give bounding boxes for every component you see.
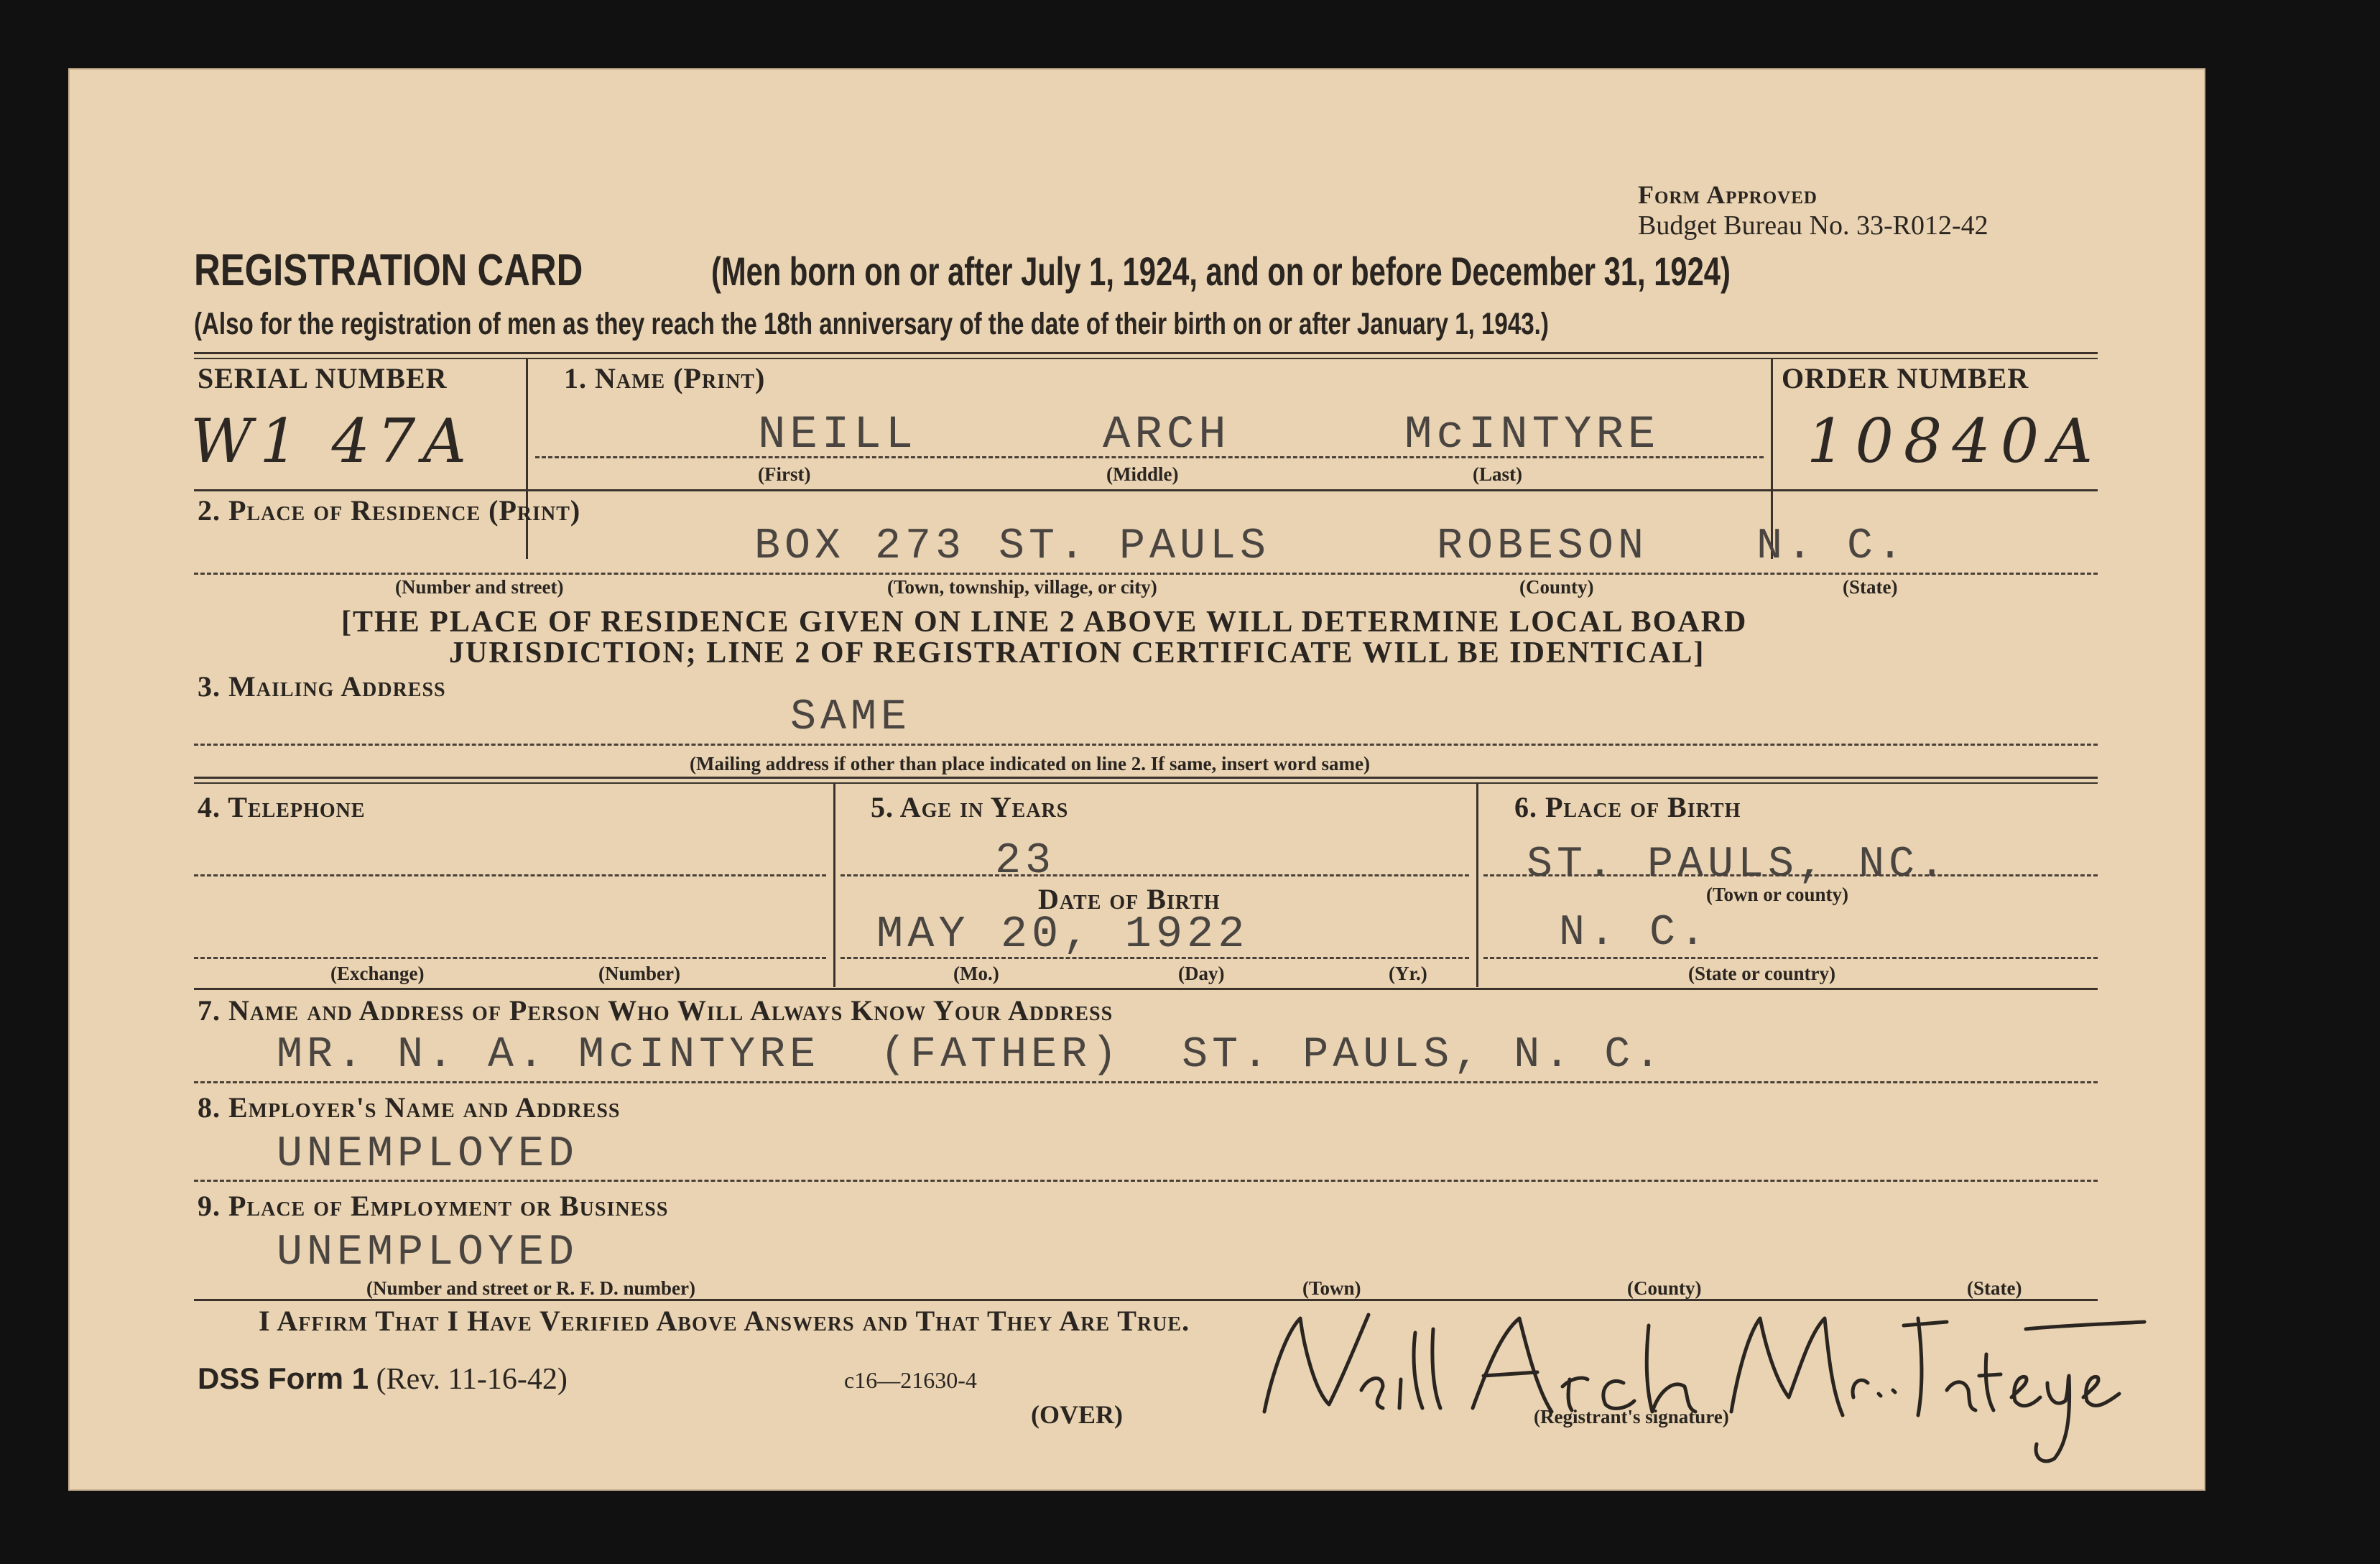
jurisdiction-notice-2: JURISDICTION; LINE 2 OF REGISTRATION CERTIFICATE WILL BE IDENTICAL] [449, 637, 1705, 670]
first-name-value: NEILL [758, 409, 918, 461]
jurisdiction-notice-1: [THE PLACE OF RESIDENCE GIVEN ON LINE 2 ABOVE WILL DETERMINE LOCAL BOARD [341, 606, 1748, 639]
last-caption: (Last) [1473, 463, 1522, 485]
divider [194, 777, 2098, 779]
name-line [535, 456, 1764, 458]
divider [833, 782, 835, 987]
order-number-value: 10840A [1807, 406, 2103, 476]
date-of-birth-value: MAY 20, 1922 [876, 909, 1249, 960]
form-revision: (Rev. 11-16-42) [376, 1363, 568, 1396]
card-subtitle: (Men born on or after July 1, 1924, and on or before December 31, 1924) [711, 249, 1731, 294]
employer-value: UNEMPLOYED [277, 1130, 579, 1179]
employment-county-caption: (County) [1627, 1277, 1702, 1299]
residence-street: BOX 273 [754, 522, 966, 571]
month-caption: (Mo.) [953, 963, 999, 984]
mailing-address-value: SAME [790, 693, 912, 742]
middle-name-value: ARCH [1103, 409, 1231, 461]
mailing-line [194, 744, 2098, 746]
dob-line [841, 957, 1469, 959]
budget-bureau-number: Budget Bureau No. 33-R012-42 [1638, 210, 1988, 241]
divider [194, 358, 2098, 359]
form-identifier [198, 1361, 568, 1397]
year-caption: (Yr.) [1389, 963, 1427, 984]
mailing-address-label: 3. Mailing Address [198, 670, 446, 703]
card-title: REGISTRATION CARD [194, 246, 583, 295]
residence-town: ST. PAULS [999, 522, 1271, 571]
first-caption: (First) [758, 463, 811, 485]
signature-image [1236, 1290, 2148, 1476]
employment-town-caption: (Town) [1302, 1277, 1361, 1299]
serial-number-value: W1 47A [190, 406, 474, 476]
telephone-line [194, 957, 826, 959]
mailing-caption: (Mailing address if other than place indicated on line 2. If same, insert word same) [690, 753, 1370, 774]
employer-line [194, 1180, 2098, 1182]
over-label: (OVER) [1031, 1400, 1123, 1429]
residence-county: ROBESON [1437, 522, 1649, 571]
day-caption: (Day) [1178, 963, 1225, 984]
divider [526, 358, 528, 559]
employment-place-value: UNEMPLOYED [277, 1228, 579, 1277]
signature-caption: (Registrant's signature) [1534, 1406, 1729, 1428]
employer-label: 8. Employer's Name and Address [198, 1091, 621, 1124]
birthplace-town: ST. PAULS, NC. [1527, 841, 1950, 889]
residence-state: N. C. [1756, 522, 1908, 571]
age-value: 23 [995, 837, 1056, 886]
divider [194, 782, 2098, 784]
print-code: c16—21630-4 [844, 1367, 977, 1393]
name-label: 1. Name (Print) [564, 362, 766, 394]
birthplace-label: 6. Place of Birth [1514, 791, 1741, 823]
divider [194, 988, 2098, 990]
phone-number-caption: (Number) [598, 963, 680, 984]
divider [1476, 782, 1478, 987]
last-name-value: McINTYRE [1404, 409, 1660, 461]
contact-person-label: 7. Name and Address of Person Who Will Always Know Your Address [198, 994, 1113, 1027]
birthplace-town-caption: (Town or county) [1706, 884, 1849, 905]
serial-number-label: SERIAL NUMBER [198, 362, 448, 394]
affirmation-statement: I Affirm That I Have Verified Above Answers and That They Are True. [259, 1305, 1190, 1337]
residence-line [194, 573, 2098, 575]
state-caption: (State) [1843, 576, 1898, 598]
contact-person-value: MR. N. A. McINTYRE (FATHER) ST. PAULS, N. C. [277, 1031, 1665, 1080]
divider [194, 352, 2098, 354]
form-number: DSS Form 1 [198, 1361, 369, 1395]
birthplace-state: N. C. [1559, 909, 1710, 958]
middle-caption: (Middle) [1106, 463, 1179, 485]
street-caption: (Number and street) [395, 576, 564, 598]
employment-state-caption: (State) [1967, 1277, 2022, 1299]
state-or-country-caption: (State or country) [1688, 963, 1835, 984]
registration-card [68, 68, 2205, 1491]
birthplace-state-line [1483, 957, 2098, 959]
contact-line [194, 1081, 2098, 1083]
age-line [841, 874, 1469, 876]
birthplace-line [1483, 874, 2098, 876]
residence-label: 2. Place of Residence (Print) [198, 494, 581, 527]
town-caption: (Town, township, village, or city) [887, 576, 1157, 598]
age-label: 5. Age in Years [871, 791, 1069, 823]
divider [194, 489, 2098, 491]
telephone-label: 4. Telephone [198, 791, 366, 823]
county-caption: (County) [1519, 576, 1594, 598]
form-approved-label: Form Approved [1638, 180, 1818, 209]
card-subtitle-2: (Also for the registration of men as they reach the 18th anniversary of the date of their birth on or after January 1, 1943.) [194, 307, 1549, 341]
registrant-signature [1236, 1290, 2148, 1480]
telephone-line [194, 874, 826, 876]
employment-place-label: 9. Place of Employment or Business [198, 1190, 669, 1222]
order-number-label: ORDER NUMBER [1782, 362, 2029, 394]
exchange-caption: (Exchange) [330, 963, 425, 984]
employment-street-caption: (Number and street or R. F. D. number) [366, 1277, 695, 1299]
date-of-birth-label: Date of Birth [1038, 883, 1221, 915]
